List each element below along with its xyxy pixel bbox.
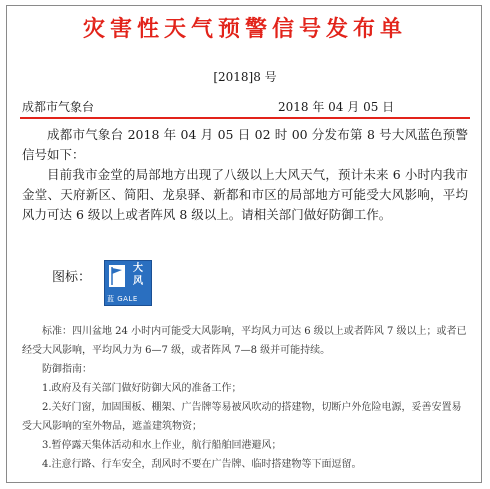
guide-item: 3.暂停露天集体活动和水上作业，航行船舶回港避风；	[42, 440, 282, 451]
standard-text: 标准：四川盆地 24 小时内可能受大风影响，平均风力可达 6 级以上或者阵风 7 级以上；或者已经受大风影响，平均风力为 6—7 级，或者阵风 7—8 级并可能持续。	[22, 326, 467, 356]
icon-label: 图标：	[52, 270, 92, 285]
notes-section	[22, 322, 468, 474]
guide-item: 1.政府及有关部门做好防御大风的准备工作；	[42, 383, 242, 394]
intro-paragraph: 成都市气象台 2018 年 04 月 05 日 02 时 00 分发布第 8 号大风蓝色预警信号如下：	[22, 127, 468, 162]
warning-paragraph: 目前我市金堂的局部地方出现了八级以上大风天气，预计未来 6 小时内我市金堂、天府新区、简阳、龙泉驿、新都和市区的局部地方可能受大风影响，平均风力可达 6 级以上或者阵风 8 级以上。请相关部门做好防御工作。	[22, 167, 468, 222]
flag-icon	[109, 265, 125, 287]
guide-item: 2.关好门窗，加固围板、棚架、广告牌等易被风吹动的搭建物，切断户外危险电源，妥善安置易受大风影响的室外物品，遮盖建筑物资；	[22, 402, 462, 432]
issuer: 成都市气象台	[22, 100, 95, 114]
icon-char-top: 大	[133, 263, 143, 274]
issue-date: 2018 年 04 月 05 日	[278, 100, 395, 114]
icon-char-bottom: 风	[133, 276, 143, 287]
guide-item: 4.注意行路、行车安全，刮风时不要在广告牌、临时搭建物等下面逗留。	[42, 459, 362, 470]
document-number: [2018]8 号	[213, 70, 277, 84]
blue-gale-warning-icon	[104, 260, 152, 306]
document-title: 灾害性天气预警信号发布单	[82, 16, 407, 42]
red-divider	[20, 117, 470, 119]
guide-title: 防御指南：	[42, 364, 92, 375]
icon-gale-text: 蓝 GALE	[107, 295, 138, 303]
